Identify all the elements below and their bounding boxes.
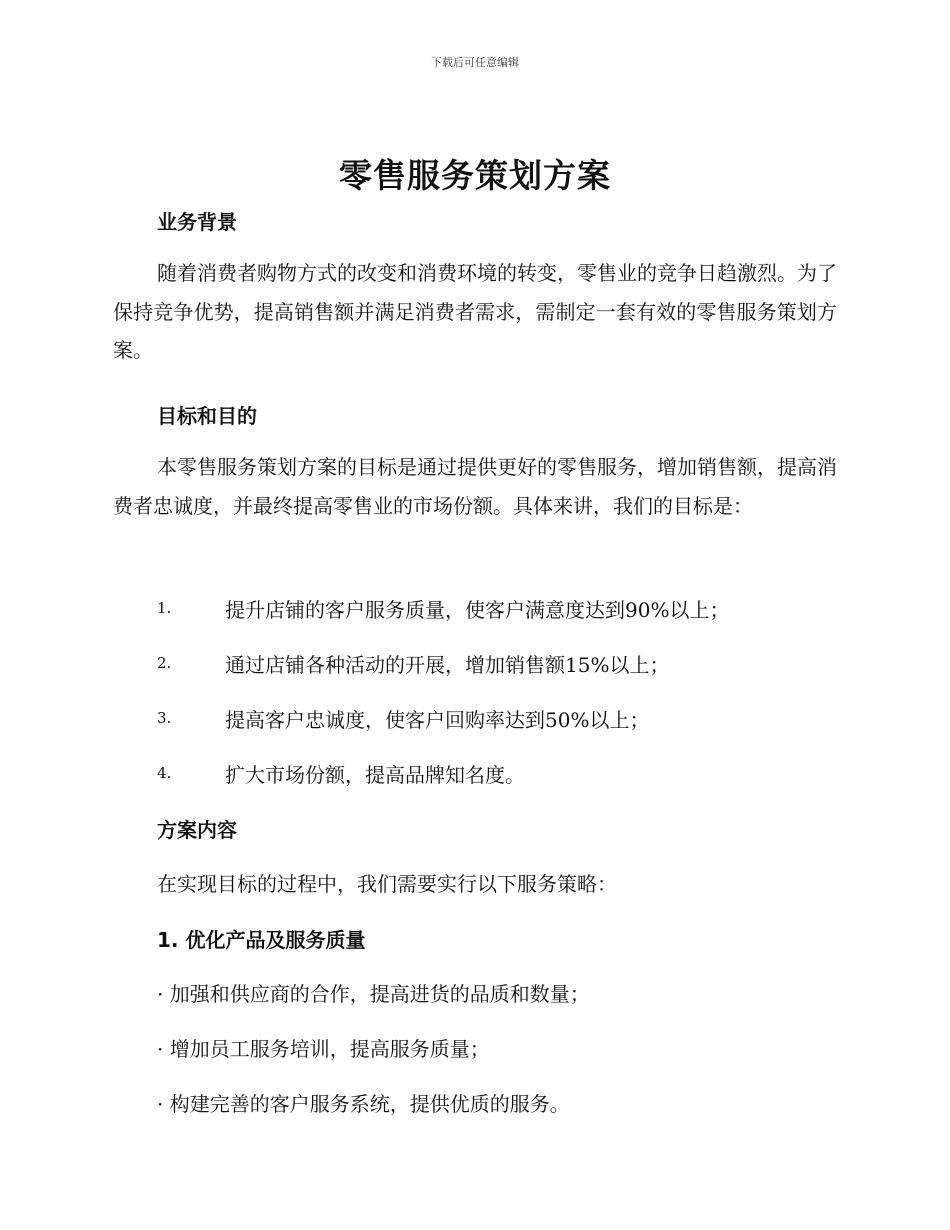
- list-item-text: 扩大市场份额，提高品牌知名度。: [225, 762, 525, 787]
- bullet-item: · 增加员工服务培训，提高服务质量；: [157, 1037, 490, 1061]
- content-intro: 在实现目标的过程中，我们需要实行以下服务策略：: [157, 872, 617, 896]
- bullet-item: · 构建完善的客户服务系统，提供优质的服务。: [157, 1092, 570, 1116]
- list-item: [157, 704, 649, 732]
- document-title: 零售服务策划方案: [339, 156, 611, 195]
- paragraph-goals: 本零售服务策划方案的目标是通过提供更好的零售服务，增加销售额，提高消费者忠诚度，并最终提高零售业的市场份额。具体来讲，我们的目标是：: [113, 455, 837, 518]
- list-item: [157, 594, 729, 622]
- list-item-number: 2.: [157, 654, 172, 672]
- bullet-item: · 加强和供应商的合作，提高进货的品质和数量；: [157, 982, 590, 1006]
- list-item-number: 3.: [157, 709, 172, 727]
- subheading-quality: 1. 优化产品及服务质量: [157, 928, 366, 952]
- list-item: [157, 649, 669, 677]
- list-item: [157, 759, 525, 787]
- heading-content: 方案内容: [157, 818, 237, 842]
- list-item-number: 4.: [157, 764, 172, 782]
- list-item-text: 提升店铺的客户服务质量，使客户满意度达到90%以上；: [225, 597, 730, 622]
- heading-background: 业务背景: [157, 210, 237, 234]
- list-item-text: 提高客户忠诚度，使客户回购率达到50%以上；: [225, 707, 650, 732]
- list-item-number: 1.: [157, 599, 172, 617]
- heading-goals: 目标和目的: [157, 404, 257, 428]
- list-item-text: 通过店铺各种活动的开展，增加销售额15%以上；: [225, 652, 670, 677]
- paragraph-background: 随着消费者购物方式的改变和消费环境的转变，零售业的竞争日趋激烈。为了保持竞争优势，提高销售额并满足消费者需求，需制定一套有效的零售服务策划方案。: [113, 261, 837, 362]
- header-note: 下载后可任意编辑: [431, 56, 519, 69]
